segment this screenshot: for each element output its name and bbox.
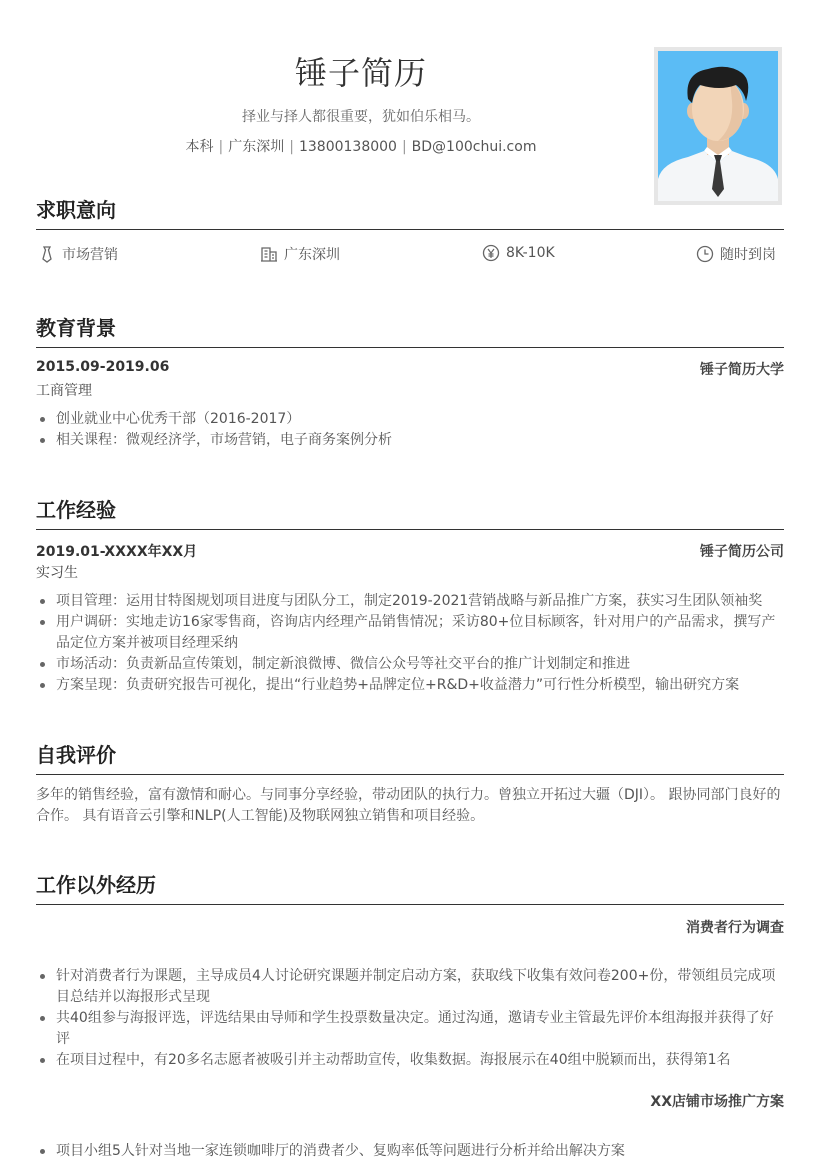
education-major: 工商管理: [36, 383, 92, 399]
project-list: [36, 1141, 784, 1162]
degree: 本科: [185, 139, 214, 155]
list-item: 方案呈现：负责研究报告可视化，提出“行业趋势+品牌定位+R&D+收益潜力”可行性分析模型，输出研究方案: [36, 675, 784, 696]
work-list: [36, 591, 784, 696]
section-title-extra: 工作以外经历: [36, 869, 784, 905]
list-item: 共40组参与海报评选，评选结果由导师和学生投票数量决定。通过沟通，邀请专业主管最先评价本组海报并获得了好评: [36, 1008, 784, 1050]
section-title-education: 教育背景: [36, 312, 784, 348]
section-title-self: 自我评价: [36, 739, 784, 775]
building-icon: [260, 245, 278, 263]
intent-city-label: 广东深圳: [284, 247, 340, 263]
section-title-intent: 求职意向: [36, 194, 784, 230]
education-list: [36, 409, 784, 451]
intent-salary-label: 8K-10K: [506, 245, 555, 261]
phone: 13800138000: [298, 139, 397, 155]
work-company: 锤子简历公司: [700, 544, 784, 560]
profile-photo: [654, 47, 782, 205]
separator: |: [401, 139, 407, 155]
list-item: 用户调研：实地走访16家零售商，咨询店内经理产品销售情况；采访80+位目标顾客，针对用户的产品需求，撰写产品定位方案并被项目经理采纳: [36, 612, 784, 654]
avatar-illustration: [658, 51, 778, 201]
list-item: 针对消费者行为课题，主导成员4人讨论研究课题并制定启动方案，获取线下收集有效问卷200+份，带领组员完成项目总结并以海报形式呈现: [36, 966, 784, 1008]
list-item: 项目管理：运用甘特图规划项目进度与团队分工，制定2019-2021营销战略与新品推广方案，获实习生团队领袖奖: [36, 591, 784, 612]
location: 广东深圳: [228, 139, 285, 155]
separator: |: [218, 139, 224, 155]
self-evaluation: 多年的销售经验，富有激情和耐心。与同事分享经验，带动团队的执行力。曾独立开拓过大疆（DJI）。 跟协同部门良好的合作。 具有语音云引擎和NLP(人工智能)及物联网独立销售和项目经验。: [36, 787, 781, 824]
education-school: 锤子简历大学: [700, 362, 784, 378]
list-item: 在项目过程中，有20多名志愿者被吸引并主动帮助宣传，收集数据。海报展示在40组中脱颖而出，获得第1名: [36, 1050, 784, 1071]
education-period: 2015.09-2019.06: [36, 359, 170, 375]
yen-icon: [482, 244, 500, 262]
email: BD@100chui.com: [411, 139, 537, 155]
section-title-work: 工作经验: [36, 494, 784, 530]
intent-availability: [696, 244, 776, 264]
list-item: 相关课程：微观经济学，市场营销，电子商务案例分析: [36, 430, 784, 451]
intent-position-label: 市场营销: [62, 247, 118, 263]
work-header: [36, 541, 784, 561]
list-item: 创业就业中心优秀干部（2016-2017）: [36, 409, 784, 430]
project-title: 消费者行为调查: [686, 920, 784, 936]
work-role: 实习生: [36, 565, 78, 581]
clock-icon: [696, 245, 714, 263]
intent-city: [260, 244, 340, 264]
list-item: 市场活动：负责新品宣传策划，制定新浪微博、微信公众号等社交平台的推广计划制定和推进: [36, 654, 784, 675]
education-header: [36, 359, 784, 378]
separator: |: [289, 139, 294, 155]
project-title: XX店铺市场推广方案: [650, 1094, 784, 1110]
list-item: 项目小组5人针对当地一家连锁咖啡厅的消费者少、复购率低等问题进行分析并给出解决方案: [36, 1141, 784, 1162]
intent-salary: [482, 244, 555, 262]
work-period: 2019.01-XXXX年XX月: [36, 544, 198, 560]
intent-position: [38, 244, 118, 264]
intent-availability-label: 随时到岗: [720, 247, 776, 263]
project-list: [36, 966, 784, 1071]
resume-name: 锤子简历: [294, 54, 427, 92]
resume-motto: 择业与择人都很重要，犹如伯乐相马。: [242, 109, 480, 125]
tie-icon: [38, 245, 56, 263]
contact-line: [36, 136, 686, 156]
